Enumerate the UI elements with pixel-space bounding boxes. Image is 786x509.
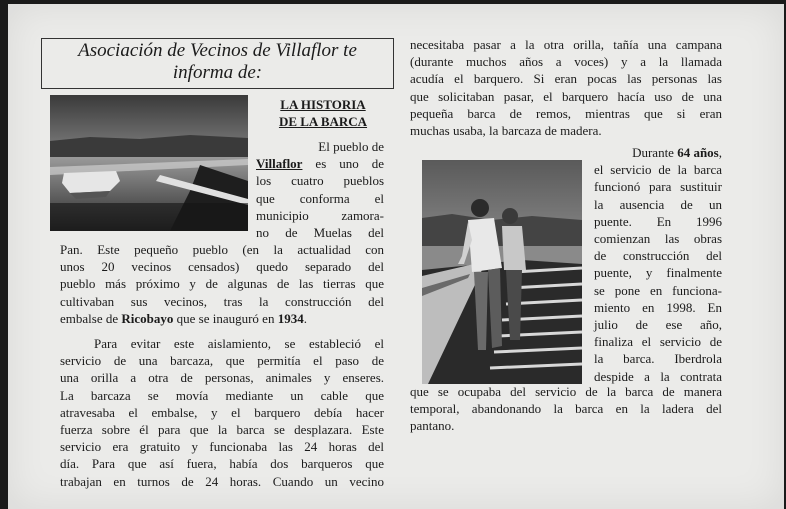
text-line: necesitaba pasar a la otra orilla, tañía una campana xyxy=(410,37,722,52)
text-line: pantano. xyxy=(410,418,455,434)
barge-photo xyxy=(422,160,582,384)
paragraph-1-wide xyxy=(60,241,384,327)
text-line: unos 20 vecinos censados) quedo separado del xyxy=(60,259,384,275)
text-line: atravesaba el embalse, y el barquero debía hacer xyxy=(60,404,384,420)
title-line-2: informa de: xyxy=(172,62,263,83)
paragraph-1-narrow xyxy=(256,138,384,241)
paragraph-2-body xyxy=(60,352,384,490)
text-line: trabajan en turnos de 24 horas. Cuando un vecino xyxy=(60,473,384,489)
text-line: no de Muelas del xyxy=(256,225,384,241)
text-line: el servicio de la barca xyxy=(594,162,722,178)
text-line: que solicitaban pasar, el barquero hacía uso de una xyxy=(410,88,722,104)
paragraph-2 xyxy=(60,335,384,352)
heading-line-1: LA HISTORIA xyxy=(280,97,366,112)
text-line: que conforma el xyxy=(256,190,384,206)
text-line: de construcción del xyxy=(594,248,722,264)
text-fragment: , xyxy=(718,145,722,160)
paragraph-3 xyxy=(410,36,722,139)
text-line: La barcaza se movía mediante un cable que xyxy=(60,387,384,403)
text-line: se pone en funciona- xyxy=(594,282,722,298)
text-line: Para evitar este aislamiento, se estableció el xyxy=(94,336,384,351)
text-line xyxy=(60,310,384,327)
text-line: Pan. Este pequeño pueblo (en la actualidad con xyxy=(60,242,384,257)
text-fragment: es uno de xyxy=(302,156,384,172)
text-line: despide a la contrata xyxy=(594,368,722,384)
text-line xyxy=(594,144,722,161)
text-line: comienzan las obras xyxy=(594,231,722,247)
text-line: pequeña barca de remos, mientras que si eran xyxy=(410,105,722,121)
text-line: la ausencia de un xyxy=(594,196,722,212)
text-line: pueblo más próximo y de algunas de las tierras que xyxy=(60,276,384,292)
title-line-1: Asociación de Vecinos de Villaflor te xyxy=(78,40,357,61)
title-box xyxy=(41,38,394,89)
paragraph-4-wide xyxy=(410,383,722,435)
text-line: la barca. Iberdrola xyxy=(594,351,722,367)
text-line: puente, y finalmente xyxy=(594,265,722,281)
boat-photo xyxy=(50,95,248,231)
newsletter-page xyxy=(8,4,784,509)
article-heading xyxy=(263,96,383,130)
text-line: fuerza sobre él para que la barca se desplazara. Este xyxy=(60,422,384,437)
text-line: día. Para que así fuera, había dos barqueros que xyxy=(60,456,384,472)
text-line: servicio era gratuito y funcionaba las 24 horas del xyxy=(60,439,384,455)
text-line: muchas usaba, la barcaza de madera. xyxy=(410,123,602,139)
text-fragment: . xyxy=(303,310,307,326)
text-line: El pueblo de xyxy=(318,139,384,154)
text-line: cultivaban sus vecinos, tras la construcción del xyxy=(60,293,384,309)
text-line: finaliza el servicio de xyxy=(594,334,722,350)
text-line: temporal, abandonando la barca en la ladera del xyxy=(410,401,722,417)
text-fragment: Durante xyxy=(632,145,678,160)
duration: 64 años xyxy=(677,145,719,160)
paragraph-4-narrow xyxy=(594,144,722,385)
place-name: Ricobayo xyxy=(121,310,174,326)
text-line: funcionó para sustituir xyxy=(594,179,722,195)
text-fragment: embalse de xyxy=(60,310,122,326)
text-line xyxy=(256,155,384,172)
text-line: (durante muchos años a voces) y a la llamada xyxy=(410,54,722,70)
text-line: los cuatro pueblos xyxy=(256,173,384,189)
heading-line-2: DE LA BARCA xyxy=(278,114,368,129)
text-line: puente. En 1996 xyxy=(594,213,722,229)
text-line: servicio de una barcaza, que permitía el paso de xyxy=(60,353,384,369)
text-line: que se ocupaba del servicio de la barca de manera xyxy=(410,384,722,399)
text-line: acudía el barquero. Si eran pocas las personas las xyxy=(410,71,722,87)
text-line: miento en 1998. En xyxy=(594,299,722,315)
year: 1934 xyxy=(277,310,304,326)
place-name: Villaflor xyxy=(256,156,303,172)
text-line: julio de ese año, xyxy=(594,317,722,333)
text-fragment: que se inauguró en xyxy=(173,310,278,326)
text-line: municipio zamora- xyxy=(256,207,384,223)
text-line: una orilla a otra de personas, animales y enseres. xyxy=(60,370,384,386)
